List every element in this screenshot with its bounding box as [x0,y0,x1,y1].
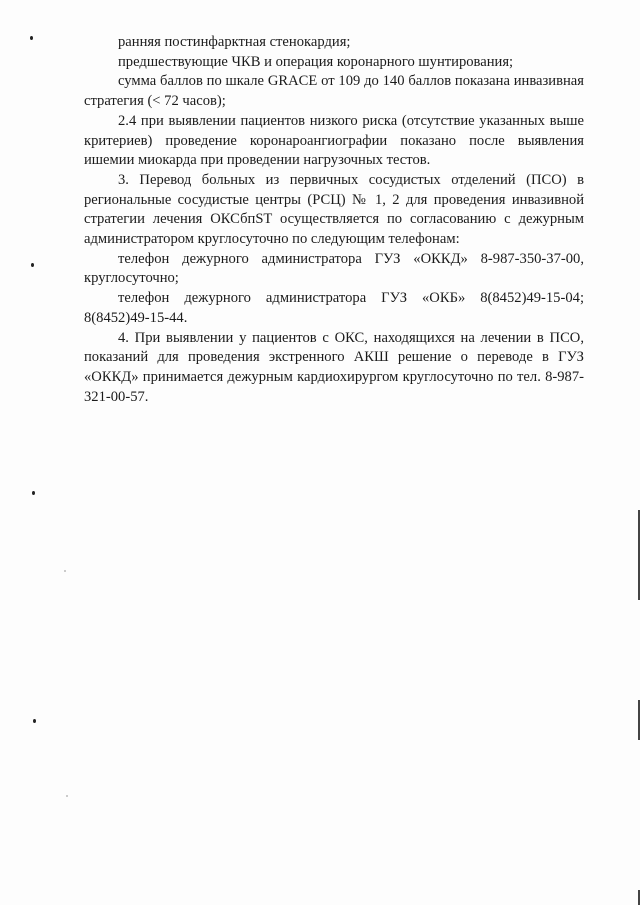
paragraph-grace-score: сумма баллов по шкале GRACE от 109 до 140 баллов показана инвазивная стратегия (< 72 часов); [84,73,584,110]
paragraph-transfer: 3. Перевод больных из первичных сосудистых отделений (ПСО) в региональные сосудистые центры (РСЦ) № 1, 2 для проведения инвазивной стратегии лечения ОКСбпST осуществляется по согласованию с дежурным администратором круглосуточно по следующим телефонам: [84,171,584,248]
paragraph-prior-pci-cabg: предшествующие ЧКВ и операция коронарного шунтирования; [118,53,514,70]
document-body [84,33,584,407]
paragraph-low-risk: 2.4 при выявлении пациентов низкого риска (отсутствие указанных выше критериев) проведение коронароангиографии показано после выявления ишемии миокарда при проведении нагрузочных тестов. [84,112,584,169]
paragraph-phone-okb: телефон дежурного администратора ГУЗ «ОКБ» 8(8452)49-15-04; 8(8452)49-15-44. [84,290,584,326]
scan-speck [64,570,66,572]
scan-speck [33,719,36,723]
paragraph-cabg-transfer: 4. При выявлении у пациентов с ОКС, находящихся на лечении в ПСО, показаний для проведения экстренного АКШ решение о переводе в ГУЗ «ОККД» принимается дежурным кардиохирургом круглосуточно по тел. 8-987-321-00-57. [84,329,584,405]
paragraph-phone-okkd: телефон дежурного администратора ГУЗ «ОККД» 8-987-350-37-00, круглосуточно; [84,250,584,287]
paragraph-early-angina: ранняя постинфарктная стенокардия; [118,34,351,50]
scan-speck [32,491,35,495]
scan-speck [66,795,68,797]
scan-speck [31,263,34,267]
scan-speck [30,36,33,40]
